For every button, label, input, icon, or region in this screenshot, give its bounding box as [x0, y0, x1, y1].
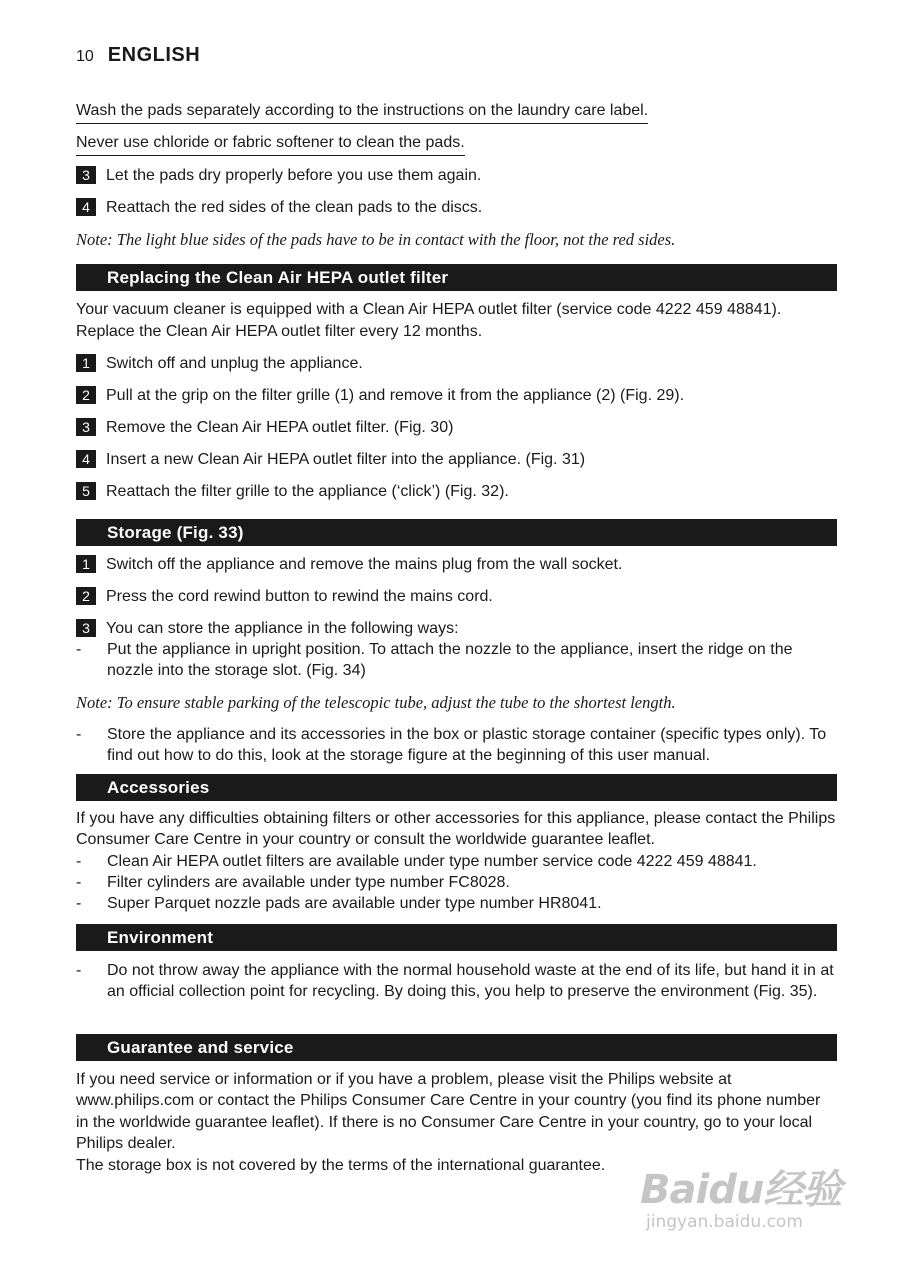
- baidu-watermark: [640, 1168, 860, 1238]
- step-number: 5: [76, 482, 96, 500]
- intro-line-1-row: [76, 100, 837, 132]
- hepa-step-1: [76, 353, 837, 385]
- step-text: You can store the appliance in the following ways:: [106, 619, 459, 637]
- intro-line-2: Never use chloride or fabric softener to clean the pads.: [76, 133, 465, 156]
- watermark-url: jingyan.baidu.com: [646, 1212, 803, 1232]
- hepa-step-2: [76, 385, 837, 417]
- bullet-text: Put the appliance in upright position. To attach the nozzle to the appliance, insert the ridge on the nozzle into the storage slot. (Fig. 34): [107, 640, 793, 679]
- dash: -: [76, 961, 82, 979]
- guarantee-text-end: or contact the Philips Consumer Care Centre in your country (you find its phone number in the worldwide guarantee leaflet). If there is no Consumer Care Centre in your country, go to your local Philips dealer.: [76, 1092, 821, 1152]
- intro-line-1: Wash the pads separately according to the instructions on the laundry care label.: [76, 101, 648, 124]
- dash: -: [76, 640, 82, 658]
- hepa-step-4: [76, 449, 837, 481]
- step-number: 2: [76, 587, 96, 605]
- hepa-paragraph-1: Your vacuum cleaner is equipped with a Clean Air HEPA outlet filter (service code 4222 459 48841).: [76, 301, 782, 318]
- dash: -: [76, 852, 82, 870]
- step-number: 3: [76, 418, 96, 436]
- language-heading: ENGLISH: [107, 44, 201, 66]
- step-number: 4: [76, 450, 96, 468]
- step-text: Reattach the filter grille to the appliance (‘click’) (Fig. 32).: [106, 482, 509, 500]
- step-number: 3: [76, 619, 96, 637]
- accessories-bullet-3: [76, 893, 837, 924]
- watermark-logo: Baidu经验: [640, 1167, 842, 1213]
- page-number: 10: [76, 48, 94, 65]
- guarantee-paragraph-2: The storage box is not covered by the terms of the international guarantee.: [76, 1156, 606, 1174]
- section-heading-guarantee: Guarantee and service: [76, 1034, 837, 1061]
- storage-note: Note: To ensure stable parking of the telescopic tube, adjust the tube to the shortest length.: [76, 692, 676, 712]
- storage-bullet-1: [76, 639, 837, 692]
- guarantee-paragraph: [76, 1069, 837, 1155]
- page-content: [76, 100, 837, 1176]
- section-heading-accessories: Accessories: [76, 774, 837, 801]
- section-heading-storage: Storage (Fig. 33): [76, 519, 837, 546]
- intro-note: Note: The light blue sides of the pads have to be in contact with the floor, not the red sides.: [76, 230, 676, 249]
- step-text: Remove the Clean Air HEPA outlet filter. (Fig. 30): [106, 418, 454, 436]
- storage-step-3: [76, 618, 837, 639]
- philips-website-link[interactable]: www.philips.com: [76, 1092, 195, 1109]
- accessories-bullet-2: [76, 872, 837, 893]
- hepa-step-3: [76, 417, 837, 449]
- step-number: 2: [76, 386, 96, 404]
- step-text: Reattach the red sides of the clean pads to the discs.: [106, 199, 483, 216]
- bullet-text: Super Parquet nozzle pads are available under type number HR8041.: [107, 894, 602, 912]
- bullet-text: Filter cylinders are available under type number FC8028.: [107, 873, 510, 891]
- step-text: Let the pads dry properly before you use them again.: [106, 167, 482, 184]
- step-text: Switch off and unplug the appliance.: [106, 354, 363, 372]
- accessories-paragraph: If you have any difficulties obtaining filters or other accessories for this appliance, please contact the Philips Consumer Care Centre in your country or consult the worldwide guarantee leaflet.: [76, 809, 836, 848]
- step-number: 1: [76, 555, 96, 573]
- bullet-text: Store the appliance and its accessories in the box or plastic storage container (specific types only). To find out how to do this, look at the storage figure at the beginning of this user manual.: [107, 725, 827, 764]
- step-number: 4: [76, 198, 96, 216]
- dash: -: [76, 894, 82, 912]
- intro-line-2-row: [76, 132, 837, 164]
- environment-bullet: [76, 960, 837, 1034]
- dash: -: [76, 873, 82, 891]
- guarantee-text-start: If you need service or information or if you have a problem, please visit the Philips website at: [76, 1070, 732, 1088]
- section-heading-environment: Environment: [76, 924, 837, 951]
- accessories-bullet-1: [76, 851, 837, 872]
- dash: -: [76, 725, 82, 743]
- bullet-text: Do not throw away the appliance with the normal household waste at the end of its life, but hand it in at an official collection point for recycling. By doing this, you help to preserve the environment (Fig. 35).: [107, 961, 834, 1000]
- bullet-text: Clean Air HEPA outlet filters are available under type number service code 4222 459 48841.: [107, 852, 757, 870]
- page-header: [76, 44, 200, 67]
- storage-bullet-2: [76, 724, 837, 774]
- step-number: 3: [76, 166, 96, 184]
- step-text: Pull at the grip on the filter grille (1) and remove it from the appliance (2) (Fig. 29).: [106, 386, 685, 404]
- step-text: Insert a new Clean Air HEPA outlet filter into the appliance. (Fig. 31): [106, 450, 586, 468]
- storage-step-2: [76, 586, 837, 618]
- intro-step-3: [76, 165, 837, 197]
- hepa-step-5: [76, 481, 837, 519]
- section-heading-hepa: Replacing the Clean Air HEPA outlet filter: [76, 264, 837, 291]
- step-text: Press the cord rewind button to rewind the mains cord.: [106, 587, 493, 605]
- storage-step-1: [76, 554, 837, 586]
- intro-step-4: [76, 197, 837, 229]
- hepa-paragraph-2: Replace the Clean Air HEPA outlet filter every 12 months.: [76, 322, 483, 340]
- step-text: Switch off the appliance and remove the mains plug from the wall socket.: [106, 555, 623, 573]
- step-number: 1: [76, 354, 96, 372]
